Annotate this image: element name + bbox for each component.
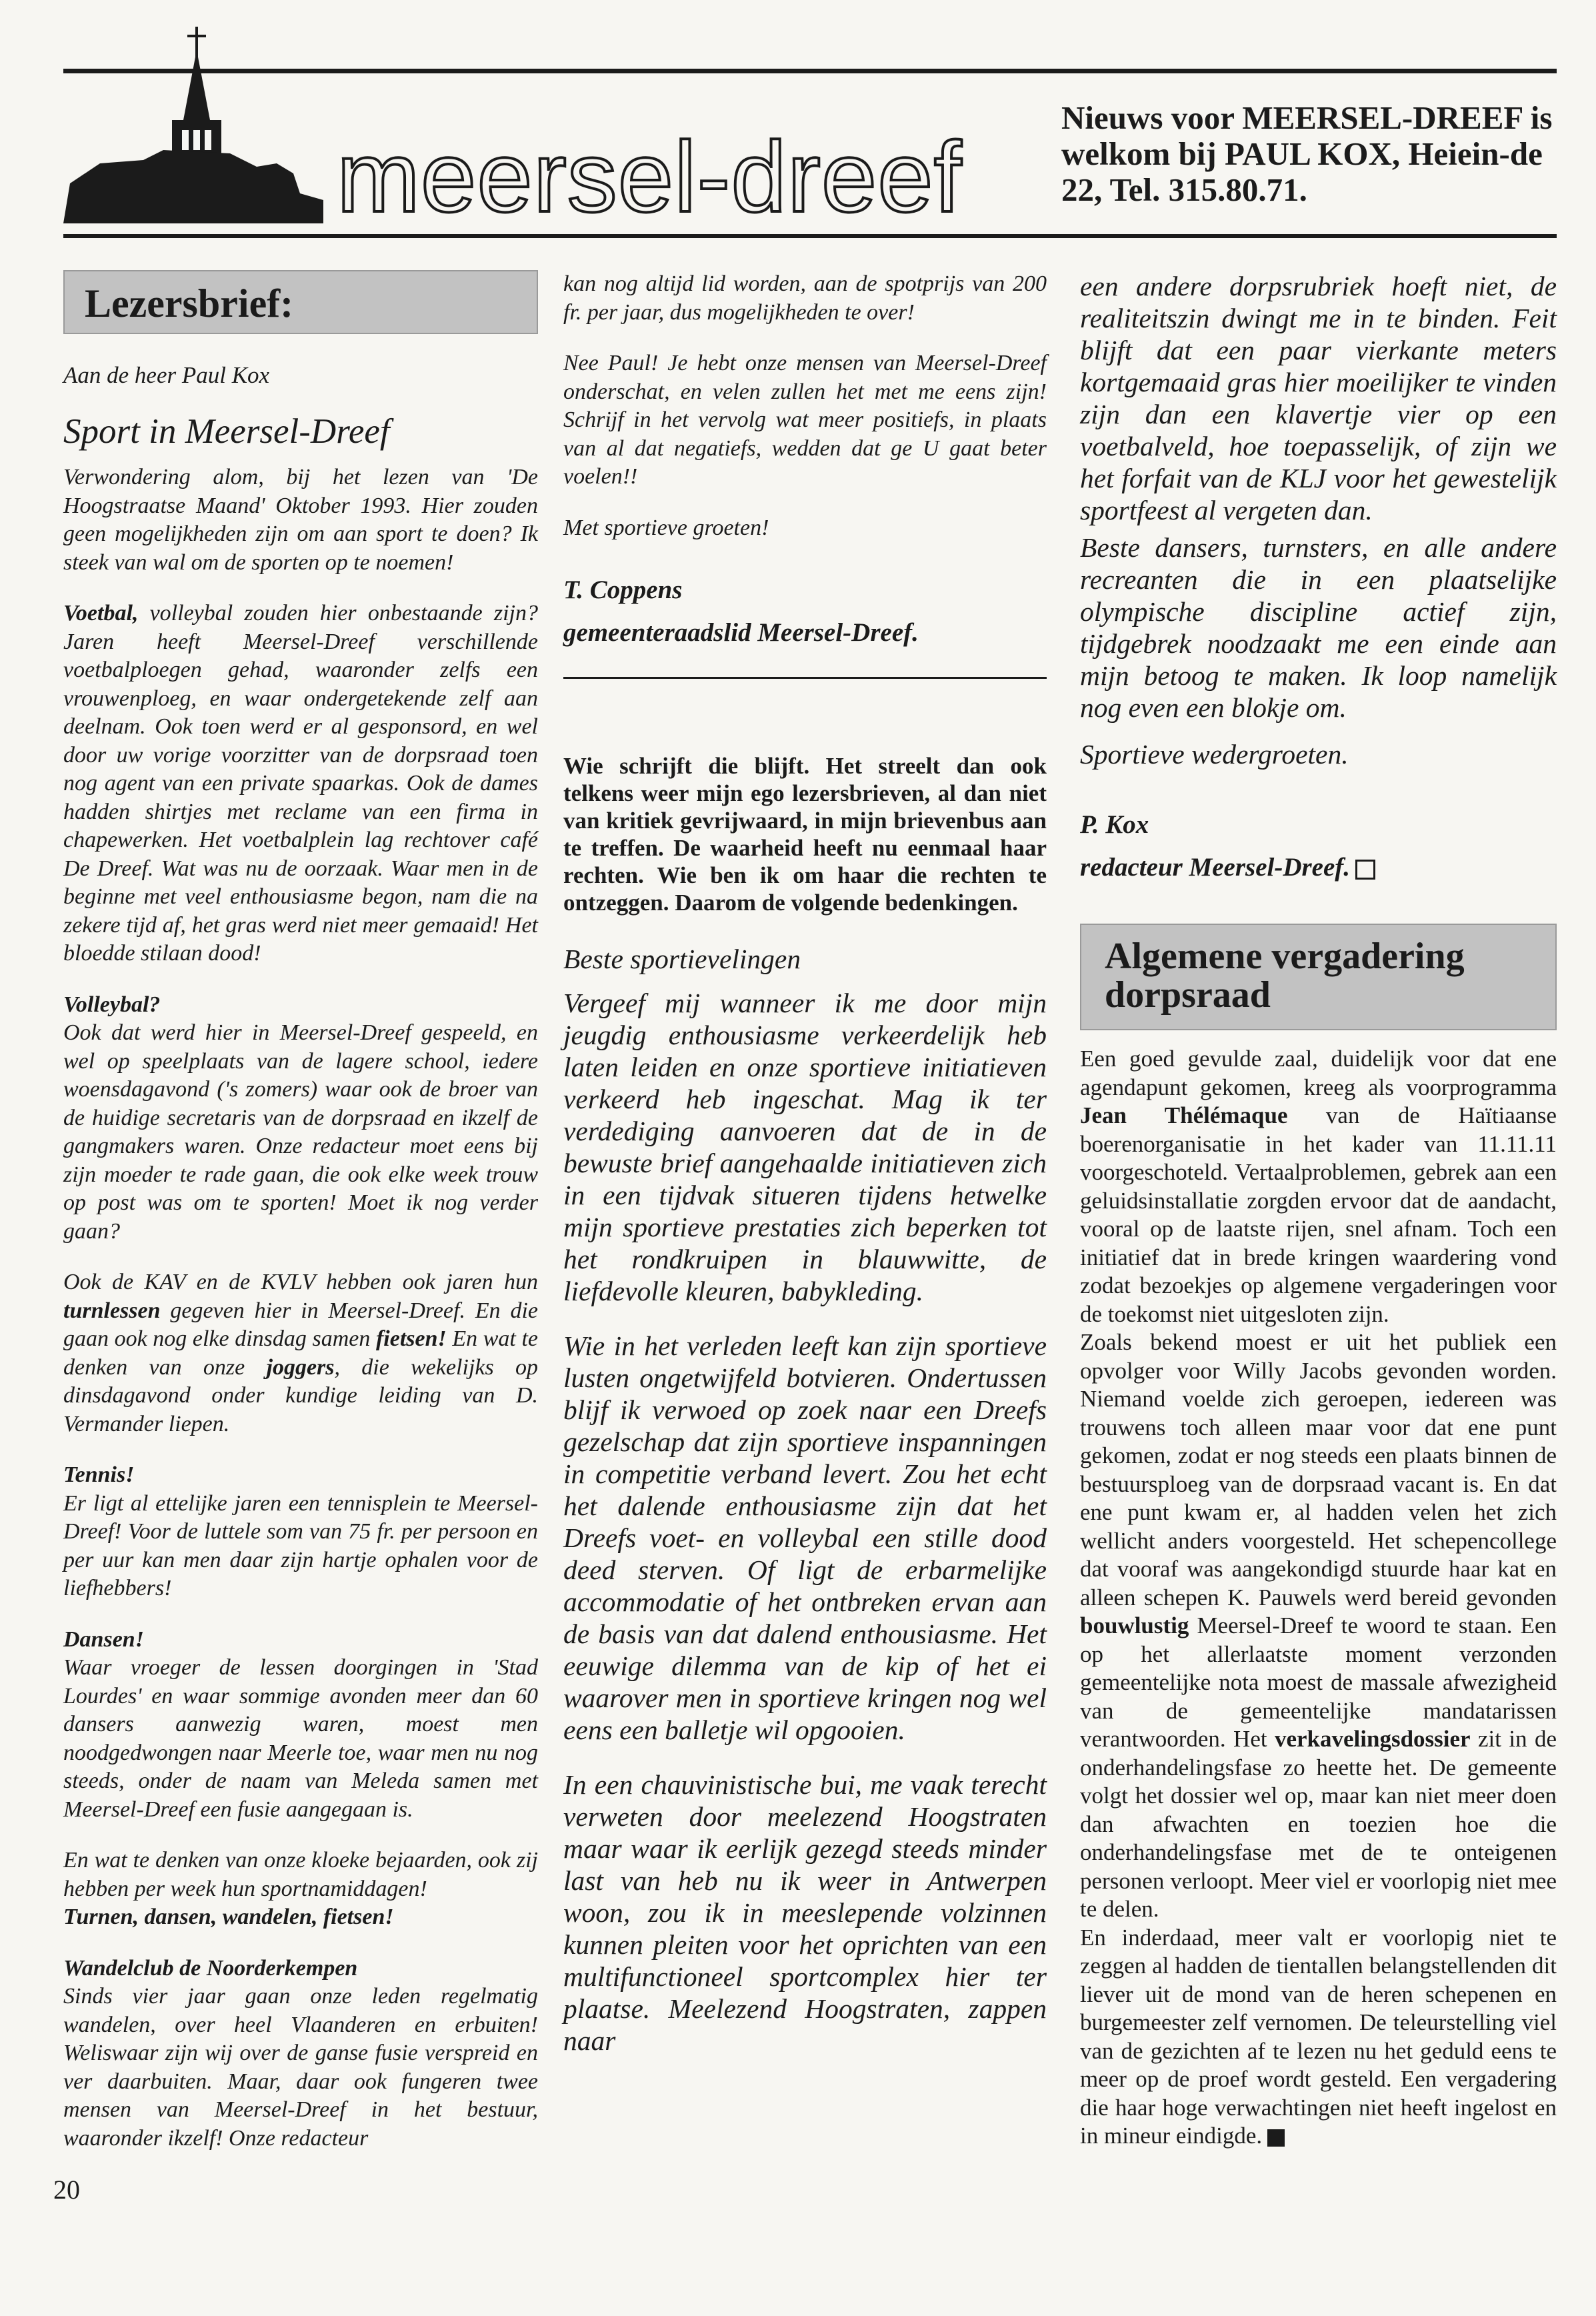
reply-paragraph-5: Beste dansers, turnsters, en alle andere recreanten die in een plaatselijke olympische discipline actief zijn, tijdgebrek noodzaakt me een einde aan mijn betoog te maken. Ik loop namelijk nog even een blokje om. — [1080, 532, 1557, 723]
voetbal-text: volleybal zouden hier onbestaande zijn? Jaren heeft Meersel-Dreef verschillende voetbalploegen gehad, waaronder zelfs een vrouwenploeg, en waar ondergetekende zelf aan deelnam. Ook toen werd er al gesponsord, en wel door uw vorige voorzitter van de dorpsraad toen nog agent van een private spaarkas. Ook de dames hadden shirtjes met reclame van een firma in chapewerken. Het voetbalplein lag rechtover café De Dreef. Wat was nu de oorzaak. Waar men in de beginne met veel enthousiasme begon, nam die na zekere tijd af, het gras werd niet meer gemaaid! Het bloedde stilaan dood! — [63, 601, 538, 966]
volleybal-text: Ook dat werd hier in Meersel-Dreef gespeeld, en wel op speelplaats van de lagere school, iedere woensdagavond ('s zomers) waar ook de broer van de huidige secretaris van de dorpsraad en ikzelf de gangmakers waren. Onze redacteur moet eens bij zijn moeder te rade gaan, die ook elke week trouw op post was om te sporten! Moet ik nog verder gaan? — [63, 1020, 538, 1244]
reply-paragraph-3: In een chauvinistische bui, me vaak terecht verweten door meelezend Hoogstraten maar waar ik eerlijk gezegd steeds minder last van heb nu ik weer in Antwerpen woon, zou ik in meeslepende volzinnen kunnen pleiten voor het oprichten van een multifunctioneel sportcomplex hier ter plaatse. Meelezend Hoogstraten, zappen naar — [563, 1769, 1047, 2056]
letter-continuation: kan nog altijd lid worden, aan de spotprijs van 200 fr. per jaar, dus mogelijkheden te over! — [563, 271, 1047, 325]
kav-text-2: gegeven hier in Meersel-Dreef. En die gaan ook nog elke dinsdag samen — [63, 1298, 538, 1351]
wandelclub-text: Sinds vier jaar gaan onze leden regelmatig wandelen, over heel Vlaanderen en erbuiten! Weliswaar zijn wij over de ganse fusie verspreid en ver daarbuiten. Maar, daar ook fungeren twee mensen van Meersel-Dreef in het bestuur, waaronder ikzelf! Onze redacteur — [63, 1984, 538, 2151]
meeting-paragraph-2 — [1080, 1328, 1557, 1924]
letter-intro: Verwondering alom, bij het lezen van 'De Hoogstraatse Maand' Oktober 1993. Hier zouden geen mogelijkheden zijn om aan sport te doen? Ik steek van wal om de sporten op te noemen! — [63, 465, 538, 575]
end-block-icon — [1267, 2129, 1285, 2147]
reply-paragraph-4: een andere dorpsrubriek hoeft niet, de realiteitszin dwingt me in te binden. Feit blijft dat een paar vierkante meters kortgemaaid gras hier moeilijker te vinden zijn dan een klavertje vier op een voetbalveld, hoe toepasselijk, of zijn we het forfait van de KLJ voor het gewestelijk sportfeest al vergeten dan. — [1080, 271, 1557, 525]
masthead — [63, 27, 990, 233]
meeting-p2-a: Zoals bekend moest er uit het publiek een opvolger voor Willy Jacobs gevonden worden. Niemand voelde zich geroepen, iedereen was trouwens toch alleen maar voor dat ene punt gekomen, zodat er nog steeds een plaats binnen de bestuursploeg van de dorpsraad vacant is. En dat ene punt kwam er, al hadden velen het zich wellicht anders voorgesteld. Het schepencollege dat vooraf was aangekondigd stuurde haar kat en alleen schepen K. Pauwels werd bereid gevonden — [1080, 1329, 1557, 1610]
kav-text-3: En wat te denken van onze — [63, 1326, 538, 1380]
masthead-title: meersel-dreef — [337, 121, 963, 233]
meeting-p2-bold: bouwlustig — [1080, 1612, 1189, 1638]
dansen-paragraph — [63, 1626, 538, 1825]
volleybal-paragraph — [63, 991, 538, 1246]
tennis-text: Er ligt al ettelijke jaren een tennisplein te Meersel-Dreef! Voor de luttele som van 75 fr. per persoon en per uur kan men daar zijn hartje ophalen voor de liefhebbers! — [63, 1490, 538, 1600]
reply-signature — [1080, 804, 1557, 889]
voetbal-heading: Voetbal, — [63, 601, 139, 626]
reply-greeting: Beste sportievelingen — [563, 944, 801, 974]
letter-closing: Met sportieve groeten! — [563, 515, 769, 540]
wandelclub-paragraph — [63, 1955, 538, 2153]
letter-salutation: Aan de heer Paul Kox — [63, 362, 270, 388]
masthead-bottom-rule — [63, 234, 1557, 238]
meeting-paragraph-3 — [1080, 1924, 1557, 2151]
kav-bold-3: joggers — [266, 1354, 335, 1380]
reply-signature-role: redacteur Meersel-Dreef. — [1080, 853, 1351, 882]
meeting-paragraph-1 — [1080, 1045, 1557, 1328]
dansen-text: Waar vroeger de lessen doorgingen in 'Stad Lourdes' en waar sommige avonden meer dan 60 dansers aanwezig waren, moest men noodgedwongen naar Meerle toe, waar men nu nog steeds, onder de naam van Meleda samen met Meersel-Dreef een fusie aangegaan is. — [63, 1655, 538, 1822]
dansen-heading: Dansen! — [63, 1626, 144, 1652]
tennis-paragraph — [63, 1461, 538, 1603]
meeting-p1-b: van de Haïtiaanse boerenorganisatie in het kader van 11.11.11 voorgeschoteld. Vertaalproblemen, gebrek aan een geluidsinstallatie zorgden ervoor dat de aandacht, vooral op de laatste rijen, snel afnam. Toch een initiatief dat in brede kringen waardering vond zodat bezoekjes op algemene vergaderingen voor de toekomst niet uitgesloten zijn. — [1080, 1102, 1557, 1327]
bejaarden-paragraph — [63, 1847, 538, 1932]
wandelclub-heading: Wandelclub de Noorderkempen — [63, 1955, 358, 1981]
signature-role: gemeenteraadslid Meersel-Dreef. — [563, 618, 919, 647]
reply-signature-name: P. Kox — [1080, 810, 1149, 839]
meeting-p1-a: Een goed gevulde zaal, duidelijk voor dat ene agendapunt gekomen, kreeg als voorprogramma — [1080, 1046, 1557, 1100]
column-2 — [563, 270, 1047, 2079]
meeting-p2-b: Meersel-Dreef te woord te staan. Een op het allerlaatste moment verzonden gemeentelijke nota moest de massale afwezigheid van de gemeentelijke mandatarissen verantwoorden. Het — [1080, 1612, 1557, 1752]
column-divider-rule — [563, 677, 1047, 679]
voetbal-paragraph — [63, 600, 538, 968]
meeting-p1-bold: Jean Thélémaque — [1080, 1102, 1288, 1128]
reply-intro: Wie schrijft die blijft. Het streelt dan ook telkens weer mijn ego lezersbrieven, al dan niet van kritiek gevrijwaard, in mijn brievenbus aan te treffen. De waarheid heeft nu eenmaal haar rechten. Wie ben ik om haar die rechten te ontzeggen. Daarom de volgende bedenkingen. — [563, 753, 1047, 916]
meeting-p3: En inderdaad, meer valt er voorlopig niet te zeggen al hadden de tientallen belangstellenden dit liever uit de mond van de heren schepenen en burgemeester zelf vernomen. De teleurstelling viel van de gezichten af te lezen nu het geduld eens te meer op de proef wordt gesteld. Een vergadering die haar hoge verwachtingen niet heeft ingelost en in mineur eindigde. — [1080, 1924, 1557, 2149]
page-number: 20 — [53, 2175, 80, 2205]
kav-text-1: Ook de KAV en de KVLV hebben ook jaren hun — [63, 1270, 538, 1294]
meeting-p2-c: zit in de onderhandelingsfase zo heette het. De gemeente volgt het dossier wel op, maar kan niet meer doen dan afwachten en toezien hoe die onderhandelingsfase met de te onteigenen personen verloopt. Meer viel er voorlopig niet mee te delen. — [1080, 1726, 1557, 1922]
column-3 — [1080, 270, 1557, 2173]
kav-bold-2: fietsen! — [375, 1326, 447, 1351]
church-silhouette-icon — [63, 27, 330, 227]
news-notice: Nieuws voor MEERSEL-DREEF is welkom bij PAUL KOX, Heiein-de 22, Tel. 315.80.71. — [1061, 99, 1553, 208]
reply-closing: Sportieve wedergroeten. — [1080, 739, 1349, 770]
bejaarden-bold: Turnen, dansen, wandelen, fietsen! — [63, 1905, 394, 1929]
bejaarden-text: En wat te denken van onze kloeke bejaarden, ook zij hebben per week hun sportnamiddagen! — [63, 1848, 538, 1901]
article-title: Sport in Meersel-Dreef — [63, 412, 390, 451]
tennis-heading: Tennis! — [63, 1462, 135, 1487]
kav-bold-1: turnlessen — [63, 1298, 161, 1323]
volleybal-heading: Volleybal? — [63, 992, 161, 1017]
meeting-header: Algemene vergadering dorpsraad — [1080, 924, 1557, 1030]
signature-name: T. Coppens — [563, 575, 683, 604]
meeting-p2-bold2: verkavelingsdossier — [1274, 1726, 1471, 1752]
kav-text-4: , die wekelijks op dinsdagavond onder kundige leiding van D. Vermander liepen. — [63, 1354, 538, 1436]
kav-paragraph — [63, 1268, 538, 1438]
reply-paragraph-1: Vergeef mij wanneer ik me door mijn jeugdig enthousiasme verkeerdelijk heb laten leiden en onze sportieve initiatieven verkeerd heb ingeschat. Mag ik ter verdediging aanvoeren dat de in de bewuste brief aangehaalde initiatieven zich in een tijdvak situeren tijdens hetwelke mijn sportieve prestaties zich beperken tot het rondkruipen in blauwwitte, de liefdevolle kleuren, babykleding. — [563, 988, 1047, 1306]
reply-paragraph-2: Wie in het verleden leeft kan zijn sportieve lusten ongetwijfeld botvieren. Ondertussen blijf ik verwoed op zoek naar een Dreefs gezelschap dat zijn sportieve inspanningen in competitie verband levert. Zou het echt het dalende enthousiasme zijn dat het Dreefs voet- en volleybal een stille dood deed sterven. Of ligt de erbarmelijke accommodatie of het ontbreken ervan aan de basis van dat dalend enthousiasme. Het eeuwige dilemma van de kip of het ei waarover men in sportieve kringen nog wel eens een balletje wil opgooien. — [563, 1330, 1047, 1745]
letter-signature — [563, 569, 1047, 654]
nee-paul-paragraph: Nee Paul! Je hebt onze mensen van Meersel-Dreef onderschat, en velen zullen het met me eens zijn! Schrijf in het vervolg wat meer positiefs, in plaats van al dat negatiefs, wedden dat ge U gaat beter voelen!! — [563, 351, 1047, 489]
column-1 — [63, 270, 538, 2175]
end-square-icon — [1355, 860, 1375, 880]
letter-header: Lezersbrief: — [63, 270, 538, 334]
